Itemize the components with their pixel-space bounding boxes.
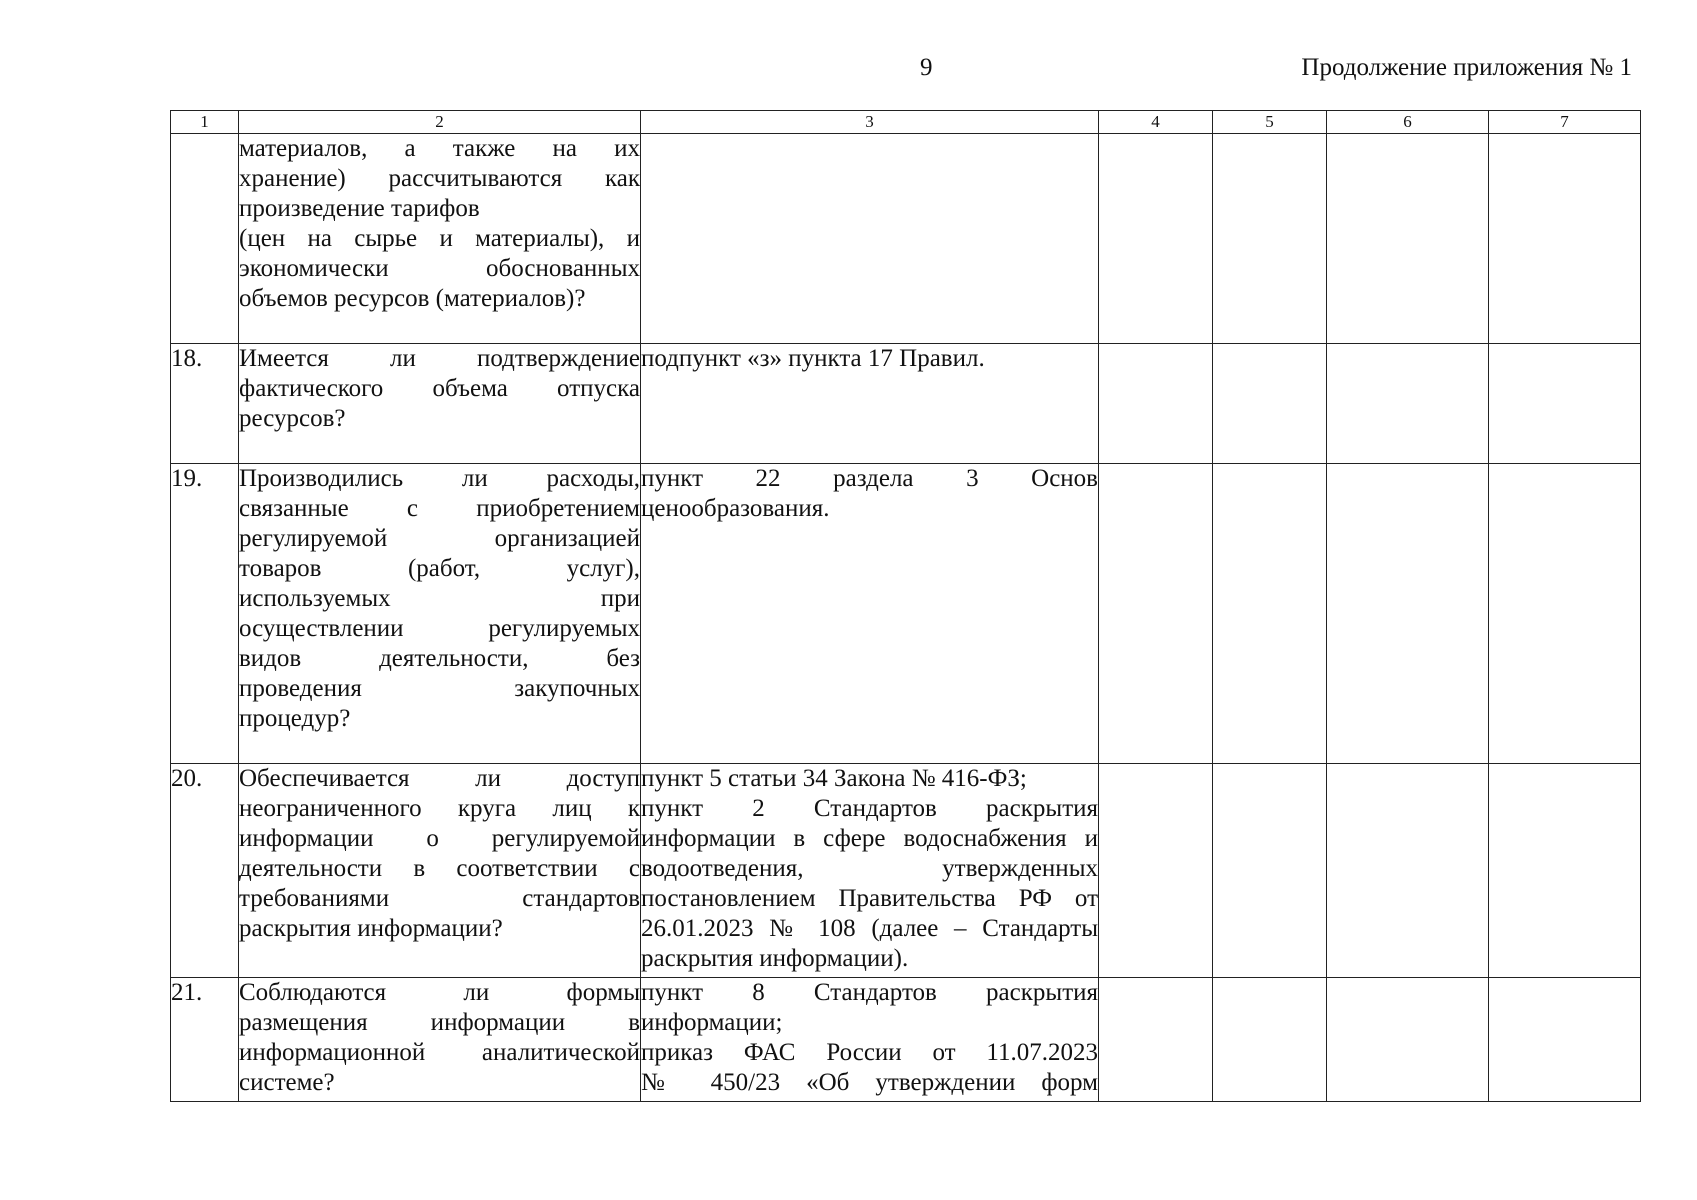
- empty-cell: [1213, 134, 1327, 344]
- appendix-continuation-title: Продолжение приложения № 1: [1301, 54, 1632, 81]
- column-header: 3: [641, 111, 1099, 134]
- empty-cell: [1099, 764, 1213, 978]
- empty-cell: [1489, 134, 1641, 344]
- reference-cell: [641, 464, 1099, 764]
- empty-cell: [1213, 978, 1327, 1102]
- empty-cell: [1099, 344, 1213, 464]
- reference-line: пункт 22 раздела 3 Основ: [641, 465, 1098, 492]
- reference-line: раскрытия информации).: [641, 945, 909, 972]
- question-line: требованиями стандартов: [239, 885, 640, 912]
- column-header: 6: [1327, 111, 1489, 134]
- empty-cell: [1489, 764, 1641, 978]
- empty-cell: [1327, 134, 1489, 344]
- reference-line: пункт 8 Стандартов раскрытия: [641, 979, 1098, 1006]
- question-cell: [239, 344, 641, 464]
- reference-cell: [641, 134, 1099, 344]
- reference-line: подпункт «з» пункта 17 Правил.: [641, 345, 985, 372]
- row-number: [171, 134, 239, 344]
- empty-cell: [1327, 764, 1489, 978]
- question-line: хранение) рассчитываются как: [239, 165, 640, 192]
- question-line: деятельности в соответствии с: [239, 855, 640, 882]
- reference-line: ценообразования.: [641, 495, 830, 522]
- empty-cell: [1099, 978, 1213, 1102]
- table-row: [171, 134, 1641, 344]
- page-number: 9: [920, 54, 933, 81]
- question-line: связанные с приобретением: [239, 495, 640, 522]
- reference-cell: [641, 978, 1099, 1102]
- reference-line: пункт 5 статьи 34 Закона № 416-ФЗ;: [641, 765, 1027, 792]
- question-line: проведения закупочных: [239, 675, 640, 702]
- row-number: 18.: [171, 344, 239, 464]
- reference-cell: [641, 344, 1099, 464]
- question-line: неограниченного круга лиц к: [239, 795, 640, 822]
- reference-line: 26.01.2023 № 108 (далее – Стандарты: [641, 915, 1098, 942]
- question-line: регулируемой организацией: [239, 525, 640, 552]
- empty-cell: [1489, 978, 1641, 1102]
- checklist-table: [170, 110, 1641, 1102]
- question-line: системе?: [239, 1069, 335, 1096]
- question-line: материалов, а также на их: [239, 135, 640, 162]
- empty-cell: [1489, 344, 1641, 464]
- question-line: (цен на сырье и материалы), и: [239, 225, 640, 252]
- question-line: видов деятельности, без: [239, 645, 640, 672]
- empty-cell: [1489, 464, 1641, 764]
- reference-line: приказ ФАС России от 11.07.2023: [641, 1039, 1098, 1066]
- table-row: [171, 464, 1641, 764]
- question-line: информационной аналитической: [239, 1039, 640, 1066]
- question-line: процедур?: [239, 705, 351, 732]
- question-line: раскрытия информации?: [239, 915, 503, 942]
- question-line: ресурсов?: [239, 405, 346, 432]
- row-number: 21.: [171, 978, 239, 1102]
- question-line: экономически обоснованных: [239, 255, 640, 282]
- question-line: осуществлении регулируемых: [239, 615, 640, 642]
- row-number: 20.: [171, 764, 239, 978]
- question-cell: [239, 764, 641, 978]
- reference-line: № 450/23 «Об утверждении форм: [641, 1069, 1098, 1096]
- question-cell: [239, 464, 641, 764]
- table-row: [171, 344, 1641, 464]
- question-line: информации о регулируемой: [239, 825, 640, 852]
- reference-line: информации в сфере водоснабжения и: [641, 825, 1098, 852]
- reference-line: пункт 2 Стандартов раскрытия: [641, 795, 1098, 822]
- empty-cell: [1327, 978, 1489, 1102]
- column-header: 5: [1213, 111, 1327, 134]
- empty-cell: [1099, 134, 1213, 344]
- question-line: Имеется ли подтверждение: [239, 345, 640, 372]
- empty-cell: [1213, 764, 1327, 978]
- question-line: размещения информации в: [239, 1009, 640, 1036]
- empty-cell: [1099, 464, 1213, 764]
- question-line: объемов ресурсов (материалов)?: [239, 285, 586, 312]
- question-line: используемых при: [239, 585, 640, 612]
- column-header: 1: [171, 111, 239, 134]
- reference-line: информации;: [641, 1009, 783, 1036]
- row-number: 19.: [171, 464, 239, 764]
- question-cell: [239, 978, 641, 1102]
- empty-cell: [1327, 464, 1489, 764]
- question-cell: [239, 134, 641, 344]
- reference-cell: [641, 764, 1099, 978]
- question-line: Обеспечивается ли доступ: [239, 765, 640, 792]
- empty-cell: [1327, 344, 1489, 464]
- question-line: Производились ли расходы,: [239, 465, 640, 492]
- column-header: 2: [239, 111, 641, 134]
- column-number-row: [171, 111, 1641, 134]
- table-row: [171, 978, 1641, 1102]
- empty-cell: [1213, 464, 1327, 764]
- empty-cell: [1213, 344, 1327, 464]
- reference-line: водоотведения, утвержденных: [641, 855, 1098, 882]
- question-line: произведение тарифов: [239, 195, 480, 222]
- column-header: 4: [1099, 111, 1213, 134]
- column-header: 7: [1489, 111, 1641, 134]
- reference-line: постановлением Правительства РФ от: [641, 885, 1098, 912]
- table-row: [171, 764, 1641, 978]
- question-line: Соблюдаются ли формы: [239, 979, 640, 1006]
- question-line: фактического объема отпуска: [239, 375, 640, 402]
- question-line: товаров (работ, услуг),: [239, 555, 640, 582]
